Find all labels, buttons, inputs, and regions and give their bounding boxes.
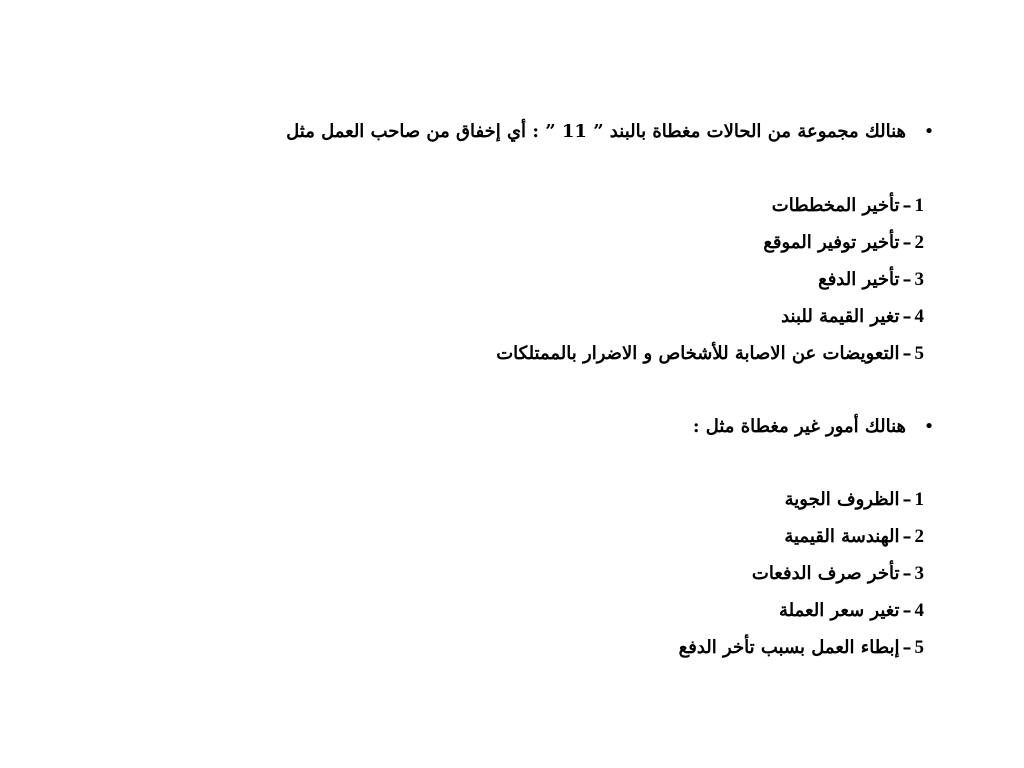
item-number: 3: [914, 269, 924, 290]
item-number: 2: [914, 526, 924, 547]
item-number: 3: [914, 563, 924, 584]
item-text: تغير القيمة للبند: [781, 306, 900, 327]
list-item: [679, 636, 924, 660]
list-item: [772, 194, 924, 218]
item-text: الهندسة القيمية: [784, 526, 900, 547]
item-number: 4: [914, 306, 924, 327]
item-number: 5: [914, 343, 924, 364]
item-text: تغير سعر العملة: [779, 600, 900, 621]
item-separator: –: [902, 232, 912, 253]
item-text: إبطاء العمل بسبب تأخر الدفع: [678, 637, 900, 658]
section-1-heading-text: هنالك مجموعة من الحالات مغطاة بالبند ” 11 ” : أي إخفاق من صاحب العمل مثل: [286, 121, 906, 142]
bullet-icon: •: [923, 416, 935, 437]
bullet-icon: •: [923, 121, 935, 142]
item-separator: –: [902, 269, 912, 290]
list-item: [784, 525, 924, 549]
item-separator: –: [902, 195, 912, 216]
item-text: تأخير المخططات: [771, 195, 900, 216]
item-text: التعويضات عن الاصابة للأشخاص و الاضرار بالممتلكات: [496, 343, 900, 364]
section-1-heading: [286, 120, 936, 144]
item-number: 4: [914, 600, 924, 621]
item-text: تأخير توفير الموقع: [763, 232, 900, 253]
section-2-heading-text: هنالك أمور غير مغطاة مثل :: [692, 416, 906, 437]
list-item: [752, 562, 924, 586]
list-item: [496, 342, 924, 366]
item-text: تأخر صرف الدفعات: [751, 563, 900, 584]
item-separator: –: [902, 637, 912, 658]
item-text: الظروف الجوية: [784, 489, 900, 510]
item-number: 1: [914, 489, 924, 510]
item-number: 2: [914, 232, 924, 253]
item-separator: –: [902, 563, 912, 584]
item-separator: –: [902, 600, 912, 621]
list-item: [763, 231, 924, 255]
item-separator: –: [902, 343, 912, 364]
item-number: 5: [914, 637, 924, 658]
item-separator: –: [902, 489, 912, 510]
item-separator: –: [902, 306, 912, 327]
item-text: تأخير الدفع: [818, 269, 900, 290]
list-item: [785, 488, 924, 512]
section-2-heading: [693, 415, 936, 439]
item-number: 1: [914, 195, 924, 216]
item-separator: –: [902, 526, 912, 547]
list-item: [779, 599, 924, 623]
list-item: [818, 268, 924, 292]
list-item: [781, 305, 924, 329]
